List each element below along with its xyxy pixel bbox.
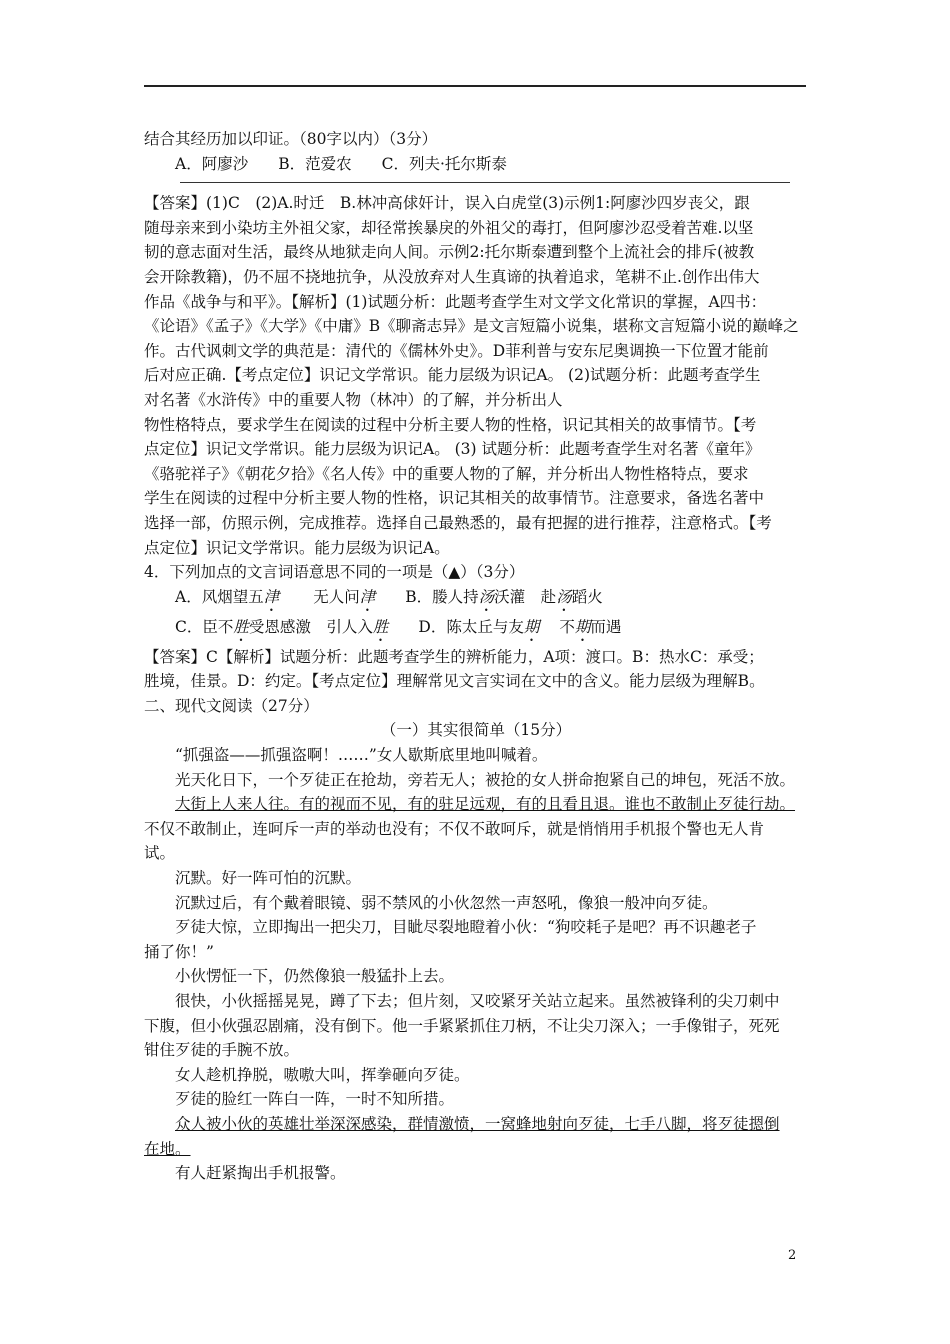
story-paragraph: 女人趁机挣脱，嗷嗷大叫，挥拳砸向歹徒。: [175, 1065, 470, 1084]
answer-line-text: 随母亲来到小染坊主外祖父家，却径常挨暴戾的外祖父的毒打，但阿廖沙忍受着苦难.以坚: [144, 218, 754, 237]
option-b: B．范爱农: [278, 154, 352, 173]
question-3-tail: 结合其经历加以印证。（80字以内）（3分）: [144, 130, 438, 148]
story-paragraph-cont: 捅了你！”: [144, 942, 214, 961]
answer-line-text: 点定位】识记文学常识。能力层级为识记A。: [144, 538, 450, 557]
story-paragraph-cont: [144, 1137, 808, 1162]
story-body: [144, 743, 808, 1186]
story-paragraph: 有人赶紧掏出手机报警。: [175, 1164, 346, 1183]
question-4-row-2: [144, 615, 808, 645]
option-c: C．列夫·托尔斯泰: [381, 154, 507, 173]
dotted-word: 津: [263, 587, 280, 606]
story-paragraph: 光天化日下，一个歹徒正在抢劫，旁若无人；被抢的女人拼命抱紧自己的坤包，死活不放。: [175, 770, 796, 789]
dotted-word: 汤: [556, 587, 572, 606]
answer-block-1: [144, 191, 808, 560]
answer-line-text: 后对应正确.【考点定位】识记文学常识。能力层级为识记A。 (2)试题分析：此题考查学生: [144, 366, 761, 385]
dotted-word: 胜: [372, 617, 389, 636]
dotted-word: 期: [523, 617, 540, 636]
dotted-word: 胜: [233, 617, 249, 636]
option-a-text: 无人问: [313, 587, 360, 606]
answer-line-text: 【答案】C【解析】试题分析：此题考查学生的辨析能力，A项：渡口。B：热水C：承受；: [144, 647, 764, 666]
question-3-options: [144, 152, 808, 177]
option-b-text: B．媵人持: [405, 587, 479, 606]
answer-line-text: 《骆驼祥子》《朝花夕拾》《名人传》中的重要人物的了解，并分析出人物性格特点，要求: [144, 464, 749, 483]
story-paragraph-cont: 下腹，但小伙强忍剧痛，没有倒下。他一手紧紧抓住刀柄，不让尖刀深入；一手像钳子，死死: [144, 1016, 780, 1035]
answer-line-text: 胜境，佳景。D：约定。【考点定位】理解常见文言实词在文中的含义。能力层级为理解B。: [144, 672, 765, 691]
option-c-text: C．臣不: [175, 617, 234, 636]
option-b-text: 蹈火: [571, 587, 603, 606]
option-a-text: A．风烟望五: [175, 587, 264, 606]
answer-line-text: 物性格特点，要求学生在阅读的过程中分析主要人物的性格，识记其相关的故事情节。【考: [144, 415, 757, 434]
dotted-word: 津: [359, 587, 376, 606]
underlined-sentence: 在地。: [144, 1139, 191, 1158]
story-paragraph: 小伙愣怔一下，仍然像狼一般猛扑上去。: [175, 967, 455, 986]
option-b-text: 沃灌 赴: [494, 587, 557, 606]
answer-line-text: 点定位】识记文学常识。能力层级为识记A。 (3) 试题分析：此题考查学生对名著《童年》: [144, 440, 761, 459]
answer-line-text: 选择一部，仿照示例，完成推荐。选择自己最熟悉的，最有把握的进行推荐，注意格式。【考: [144, 513, 772, 532]
option-c-text: 受恩感激 引人入: [248, 617, 373, 636]
story-paragraph: 歹徒的脸红一阵白一阵，一时不知所措。: [175, 1090, 455, 1109]
option-d-text: 而遇: [590, 617, 622, 636]
dotted-word: 汤: [478, 587, 495, 606]
underlined-sentence: 众人被小伙的英雄壮举深深感染，群情激愤，一窝蜂地射向歹徒，七手八脚，将歹徒摁倒: [175, 1114, 780, 1133]
dotted-word: 期: [574, 617, 591, 636]
option-d-text: D．陈太丘与友: [418, 617, 524, 636]
question-4-row-1: [144, 585, 808, 615]
option-d-text: 不: [559, 617, 575, 636]
story-paragraph: 很快，小伙摇摇晃晃，蹲了下去；但片刻，又咬紧牙关站立起来。虽然被锋利的尖刀刺中: [175, 992, 780, 1010]
answer-block-2: [144, 645, 808, 694]
story-paragraph: 沉默过后，有个戴着眼镜、弱不禁风的小伙忽然一声怒吼，像狼一般冲向歹徒。: [175, 893, 718, 912]
story-paragraph-cont: 不仅不敢制止，连呵斥一声的举动也没有；不仅不敢呵斥，就是悄悄用手机报个警也无人肯: [144, 819, 765, 838]
answer-line: [180, 182, 790, 183]
answer-line-text: 作。古代讽刺文学的典范是：清代的《儒林外史》。D菲利普与安东尼奥调换一下位置才能前: [144, 341, 769, 360]
page-number: 2: [788, 1248, 797, 1263]
option-a: A．阿廖沙: [175, 154, 249, 173]
story-paragraph-underlined: [144, 1112, 808, 1137]
story-paragraph-underlined: [144, 792, 808, 817]
story-title: （一）其实很简单（15分）: [380, 721, 572, 740]
underlined-sentence: 大街上人来人往。有的视而不见，有的驻足远观，有的且看且退。谁也不敢制止歹徒行劫。: [175, 795, 796, 814]
story-paragraph: 沉默。好一阵可怕的沉默。: [175, 869, 362, 888]
story-paragraph-cont: 试。: [144, 844, 176, 863]
answer-line-text: 学生在阅读的过程中分析主要人物的性格，识记其相关的故事情节。注意要求，备选名著中: [144, 489, 765, 508]
answer-line-text: 对名著《水浒传》中的重要人物（林冲）的了解，并分析出人: [144, 390, 563, 409]
answer-line-text: 【答案】(1)C (2)A.时迁 B.林冲高俅奸计，误入白虎堂(3)示例1:阿廖沙四岁丧父，跟: [144, 194, 750, 213]
answer-line-text: 韧的意志面对生活，最终从地狱走向人间。示例2:托尔斯泰遭到整个上流社会的排斥(被教: [144, 243, 755, 262]
question-4-stem: 4．下列加点的文言词语意思不同的一项是（▲）（3分）: [144, 563, 525, 582]
page-content: [144, 127, 808, 1186]
story-paragraph: 歹徒大惊，立即掏出一把尖刀，目眦尽裂地瞪着小伙：“狗咬耗子是吧？再不识趣老子: [175, 918, 757, 937]
section-title: 二、现代文阅读（27分）: [144, 696, 319, 715]
answer-line-text: 作品《战争与和平》。【解析】(1)试题分析：此题考查学生对文学文化常识的掌握，A四书：: [144, 292, 767, 311]
header-rule: [144, 85, 806, 87]
story-paragraph: “抓强盗——抓强盗啊！……”女人歇斯底里地叫喊着。: [175, 746, 548, 765]
story-paragraph-cont: 钳住歹徒的手腕不放。: [144, 1041, 300, 1060]
answer-line-text: 《论语》《孟子》《大学》《中庸》B《聊斋志异》是文言短篇小说集，堪称文言短篇小说的巅峰之: [144, 317, 799, 336]
answer-line-text: 会开除教籍)，仍不屈不挠地抗争，从没放弃对人生真谛的执着追求，笔耕不止.创作出伟大: [144, 267, 760, 286]
